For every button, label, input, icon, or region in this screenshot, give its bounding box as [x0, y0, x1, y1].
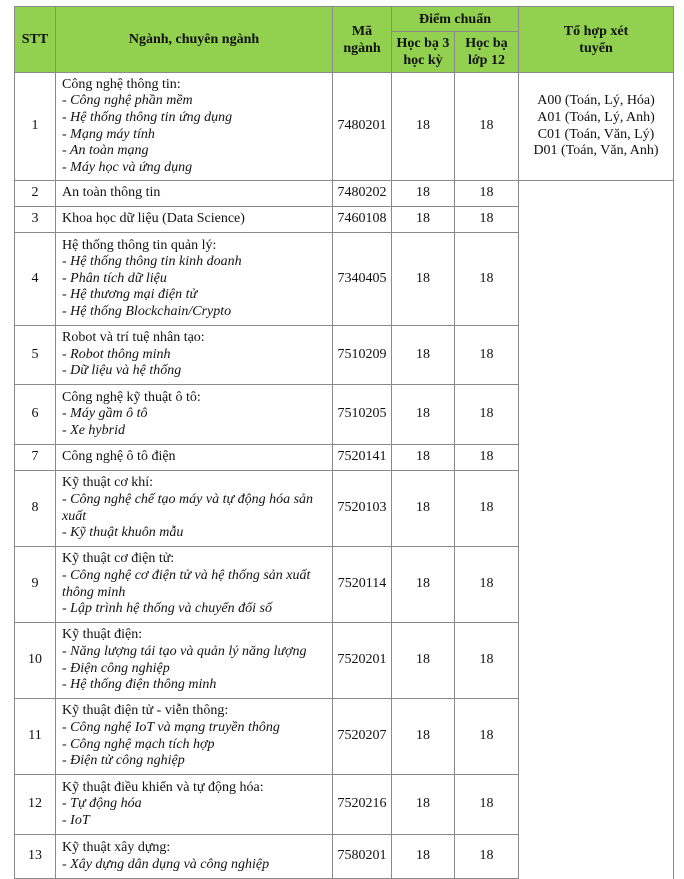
cell-score-3sem: 18: [392, 699, 455, 775]
cell-major: [56, 207, 333, 233]
cell-score-grade12: 18: [455, 233, 519, 326]
cell-major: [56, 699, 333, 775]
cell-score-grade12: 18: [455, 471, 519, 547]
cell-combo: [519, 73, 674, 181]
cell-stt: 13: [15, 835, 56, 879]
cell-stt: 1: [15, 73, 56, 181]
cell-major: [56, 73, 333, 181]
cell-score-3sem: 18: [392, 207, 455, 233]
cell-score-grade12: 18: [455, 835, 519, 879]
cell-major: [56, 547, 333, 623]
major-name: Kỹ thuật điều khiển và tự động hóa:: [62, 779, 264, 795]
specialization: - Công nghệ phần mềm: [62, 93, 193, 109]
specialization: - IoT: [62, 812, 90, 828]
cell-code: 7480201: [333, 73, 392, 181]
cell-score-3sem: 18: [392, 181, 455, 207]
cell-major: [56, 623, 333, 699]
cell-stt: 9: [15, 547, 56, 623]
cell-stt: 10: [15, 623, 56, 699]
specialization: - Hệ thống thông tin kinh doanh: [62, 254, 242, 270]
cell-major: [56, 181, 333, 207]
cell-score-grade12: 18: [455, 445, 519, 471]
cell-stt: 6: [15, 385, 56, 445]
cell-score-grade12: 18: [455, 623, 519, 699]
major-name: Công nghệ ô tô điện: [62, 449, 176, 465]
cell-score-3sem: 18: [392, 775, 455, 835]
cell-code: 7510205: [333, 385, 392, 445]
specialization: - Kỹ thuật khuôn mẫu: [62, 525, 184, 541]
table-row: [15, 181, 674, 207]
specialization: - Năng lượng tái tạo và quản lý năng lượng: [62, 643, 307, 659]
combo-item: D01 (Toán, Văn, Anh): [533, 143, 659, 159]
major-name: Robot và trí tuệ nhân tạo:: [62, 330, 205, 346]
cell-score-3sem: 18: [392, 233, 455, 326]
cell-score-3sem: 18: [392, 471, 455, 547]
specialization: - Dữ liệu và hệ thống: [62, 363, 182, 379]
specialization: - Công nghệ cơ điện tử và hệ thống sản xuất thông minh: [62, 567, 311, 600]
cell-stt: 12: [15, 775, 56, 835]
specialization: - Máy học và ứng dụng: [62, 159, 193, 175]
cell-score-3sem: 18: [392, 445, 455, 471]
cell-code: 7480202: [333, 181, 392, 207]
cell-code: 7520141: [333, 445, 392, 471]
cell-stt: 4: [15, 233, 56, 326]
header-code: [333, 7, 392, 73]
specialization: - Điện công nghiệp: [62, 660, 170, 676]
table-header: [15, 7, 674, 73]
specialization: - Hệ thống Blockchain/Crypto: [62, 303, 232, 319]
table-row: [15, 73, 674, 181]
major-name: Khoa học dữ liệu (Data Science): [62, 211, 245, 227]
admission-score-table: [14, 6, 674, 879]
specialization: - Phân tích dữ liệu: [62, 270, 167, 286]
header-major: Ngành, chuyên ngành: [56, 7, 333, 73]
cell-major: [56, 775, 333, 835]
combo-item: A01 (Toán, Lý, Anh): [537, 109, 655, 125]
specialization: - Công nghệ mạch tích hợp: [62, 736, 215, 752]
cell-score-grade12: 18: [455, 207, 519, 233]
specialization: - Xe hybrid: [62, 422, 125, 438]
cell-major: [56, 326, 333, 385]
cell-score-3sem: 18: [392, 73, 455, 181]
specialization: - Hệ thương mại điện tử: [62, 287, 198, 303]
cell-code: 7460108: [333, 207, 392, 233]
cell-code: 7510209: [333, 326, 392, 385]
major-name: Kỹ thuật cơ khí:: [62, 475, 153, 491]
cell-combo-merged-empty: [519, 181, 674, 879]
major-name: Kỹ thuật điện:: [62, 627, 143, 643]
header-stt: STT: [15, 7, 56, 73]
combo-item: A00 (Toán, Lý, Hóa): [537, 93, 655, 109]
cell-code: 7580201: [333, 835, 392, 879]
major-name: Kỹ thuật cơ điện tử:: [62, 551, 175, 567]
cell-score-grade12: 18: [455, 775, 519, 835]
cell-stt: 2: [15, 181, 56, 207]
cell-score-3sem: 18: [392, 835, 455, 879]
header-combo-label: Tổ hợp xét tuyển: [563, 23, 629, 56]
specialization: - Điện tử công nghiệp: [62, 753, 185, 769]
major-name: Hệ thống thông tin quản lý:: [62, 237, 217, 253]
cell-stt: 7: [15, 445, 56, 471]
cell-code: 7520103: [333, 471, 392, 547]
specialization: - Hệ thống thông tin ứng dụng: [62, 109, 233, 125]
specialization: - Lập trình hệ thống và chuyển đổi số: [62, 601, 272, 617]
cell-major: [56, 445, 333, 471]
cell-major: [56, 385, 333, 445]
specialization: - Mạng máy tính: [62, 126, 155, 142]
cell-code: 7520114: [333, 547, 392, 623]
cell-score-grade12: 18: [455, 181, 519, 207]
header-score-group: Điểm chuẩn: [392, 7, 519, 32]
cell-major: [56, 835, 333, 879]
specialization: - Máy gầm ô tô: [62, 406, 148, 422]
cell-code: 7520216: [333, 775, 392, 835]
major-name: An toàn thông tin: [62, 185, 161, 201]
header-score-grade12: [455, 32, 519, 73]
cell-score-grade12: 18: [455, 73, 519, 181]
table-body: [15, 73, 674, 879]
major-name: Công nghệ kỹ thuật ô tô:: [62, 389, 201, 405]
header-score-grade12-label: Học bạ lớp 12: [465, 36, 508, 68]
cell-score-grade12: 18: [455, 547, 519, 623]
cell-score-3sem: 18: [392, 547, 455, 623]
cell-score-3sem: 18: [392, 326, 455, 385]
cell-score-3sem: 18: [392, 623, 455, 699]
cell-score-3sem: 18: [392, 385, 455, 445]
cell-code: 7340405: [333, 233, 392, 326]
major-name: Kỹ thuật xây dựng:: [62, 839, 171, 855]
cell-score-grade12: 18: [455, 326, 519, 385]
header-score-3sem: [392, 32, 455, 73]
cell-code: 7520207: [333, 699, 392, 775]
specialization: - Tự động hóa: [62, 796, 142, 812]
header-combo: [519, 7, 674, 73]
specialization: - Hệ thống điện thông minh: [62, 677, 217, 693]
major-name: Công nghệ thông tin:: [62, 76, 181, 92]
cell-score-grade12: 18: [455, 699, 519, 775]
specialization: - Công nghệ IoT và mạng truyền thông: [62, 719, 280, 735]
combo-item: C01 (Toán, Văn, Lý): [537, 126, 655, 142]
major-name: Kỹ thuật điện tử - viễn thông:: [62, 703, 229, 719]
cell-code: 7520201: [333, 623, 392, 699]
cell-stt: 8: [15, 471, 56, 547]
cell-score-grade12: 18: [455, 385, 519, 445]
specialization: - Robot thông minh: [62, 346, 171, 362]
cell-stt: 5: [15, 326, 56, 385]
header-score-3sem-label: Học bạ 3 học kỳ: [396, 36, 450, 68]
specialization: - Công nghệ chế tạo máy và tự động hóa sản xuất: [62, 491, 314, 524]
cell-major: [56, 233, 333, 326]
specialization: - An toàn mạng: [62, 143, 149, 159]
header-code-label: Mã ngành: [343, 23, 381, 56]
cell-major: [56, 471, 333, 547]
cell-stt: 3: [15, 207, 56, 233]
specialization: - Xây dựng dân dụng và công nghiệp: [62, 856, 270, 872]
cell-stt: 11: [15, 699, 56, 775]
